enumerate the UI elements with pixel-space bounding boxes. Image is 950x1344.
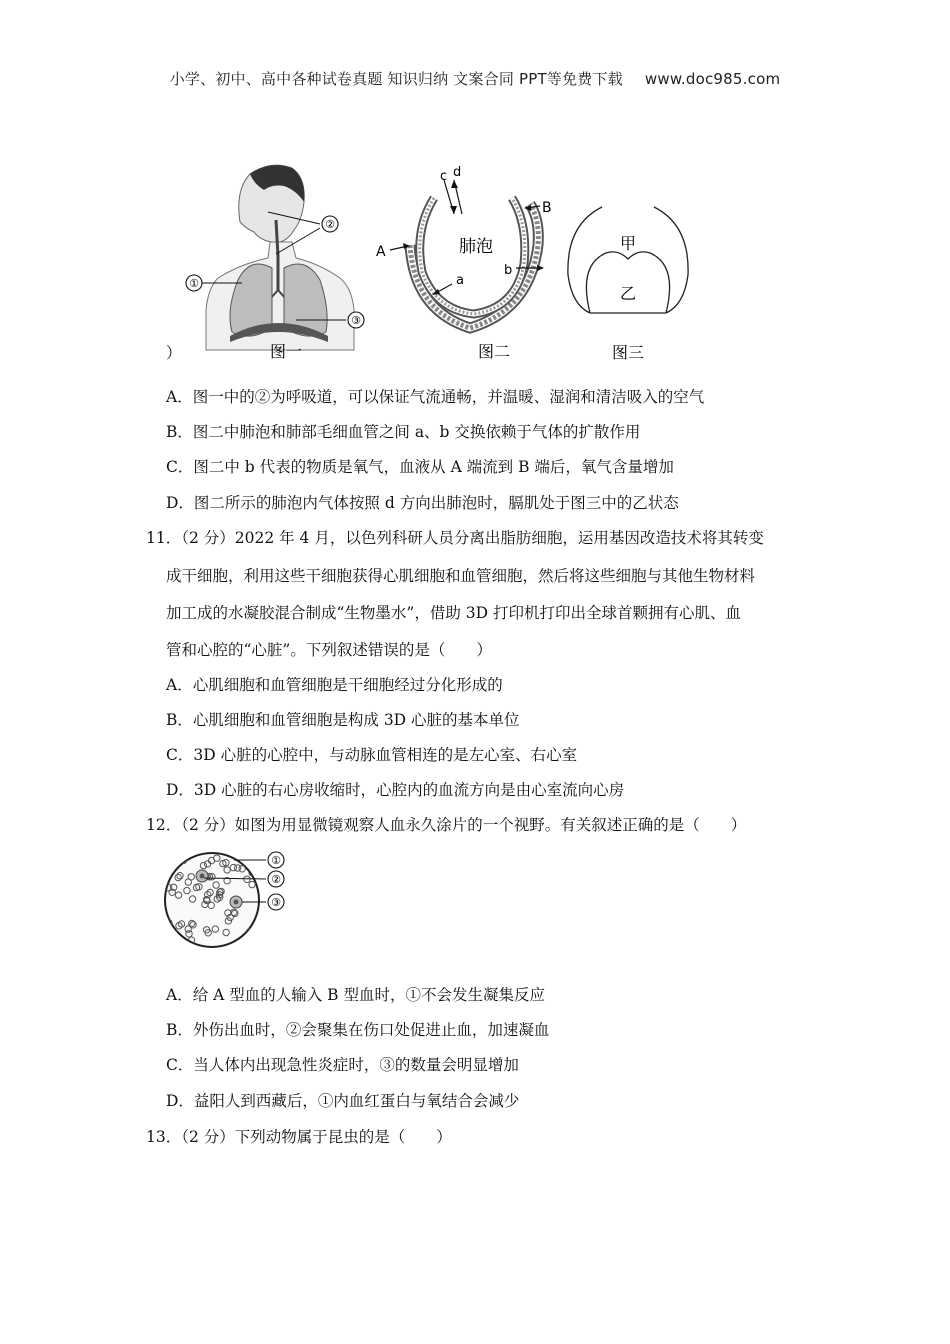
fig1-label-1: ① [189,277,199,290]
red-blood-cell [180,940,186,946]
red-blood-cell [167,866,173,872]
fig3-label-lower: 乙 [619,284,637,303]
q10-option-b: B．图二中肺泡和肺部毛细血管之间 a、b 交换依赖于气体的扩散作用 [166,423,641,441]
fig2-alveolus-label: 肺泡 [459,237,493,257]
figure-closing-paren: ） [166,344,182,362]
q12-option-d: D．益阳人到西藏后，①内血红蛋白与氧结合会减少 [166,1092,520,1110]
q11-stem-line-3: 加工成的水凝胶混合制成“生物墨水”，借助 3D 打印机打印出全球首颗拥有心肌、血 [166,604,741,622]
q11-option-c: C．3D 心脏的心腔中，与动脉血管相连的是左心室、右心室 [166,746,578,764]
q12-option-b: B．外伤出血时，②会聚集在伤口处促进止血，加速凝血 [166,1021,550,1039]
q11-stem-line-1: 11．（2 分）2022 年 4 月，以色列科研人员分离出脂肪细胞，运用基因改造技术将其转变 [146,529,764,547]
fig2-label-B: B [542,200,552,216]
q12-option-c: C．当人体内出现急性炎症时，③的数量会明显增加 [166,1056,519,1074]
fig2-label-d: d [453,165,462,180]
red-blood-cell [172,930,178,936]
figure-thorax [560,195,700,365]
fig1-label-2: ② [325,218,335,231]
q10-option-c: C．图二中 b 代表的物质是氧气，血液从 A 端流到 B 端后，氧气含量增加 [166,458,674,476]
figure-alveolus [370,160,570,365]
red-blood-cell [240,938,246,944]
fig2-caption: 图二 [477,342,511,361]
red-blood-cell [172,934,178,940]
header-site: www.doc985.com [644,70,781,88]
q12-option-a: A．给 A 型血的人输入 B 型血时，①不会发生凝集反应 [166,986,545,1004]
fig1-label-3: ③ [351,314,361,327]
fig1-caption: 图一 [269,342,303,361]
fig3-label-upper: 甲 [619,234,637,253]
q11-option-a: A．心肌细胞和血管细胞是干细胞经过分化形成的 [166,676,503,694]
red-blood-cell [172,855,178,861]
fig2-label-c: c [440,169,448,184]
fig4-label-1: ① [271,854,281,867]
fig3-caption: 图三 [611,343,645,362]
red-blood-cell [180,856,186,862]
fig4-label-2: ② [271,873,281,886]
q13-stem: 13．（2 分）下列动物属于昆虫的是（ ） [146,1128,452,1146]
fig2-label-b: b [504,263,513,278]
q11-stem-line-2: 成干细胞，利用这些干细胞获得心肌细胞和血管细胞，然后将这些细胞与其他生物材料 [166,567,756,585]
red-blood-cell [247,938,253,944]
fig2-label-a: a [456,273,464,288]
q12-stem: 12．（2 分）如图为用显微镜观察人血永久涂片的一个视野。有关叙述正确的是（ ） [146,816,747,834]
q11-option-b: B．心肌细胞和血管细胞是构成 3D 心脏的基本单位 [166,711,520,729]
page-header [0,68,950,89]
fig2-label-A: A [376,244,386,260]
red-blood-cell [173,940,179,946]
red-blood-cell [179,853,185,859]
q11-stem-line-4: 管和心腔的“心脏”。下列叙述错误的是（ ） [166,641,492,659]
fig4-label-3: ③ [271,896,281,909]
figure-respiratory-system [180,160,380,365]
q10-option-a: A．图一中的②为呼吸道，可以保证气流通畅，并温暖、湿润和清洁吸入的空气 [166,388,705,406]
figure-blood-smear [162,848,302,954]
q11-option-d: D．3D 心脏的右心房收缩时，心腔内的血流方向是由心室流向心房 [166,781,625,799]
q10-option-d: D．图二所示的肺泡内气体按照 d 方向出肺泡时，膈肌处于图三中的乙状态 [166,494,679,512]
header-text: 小学、初中、高中各种试卷真题 知识归纳 文案合同 PPT等免费下载 [169,70,623,88]
